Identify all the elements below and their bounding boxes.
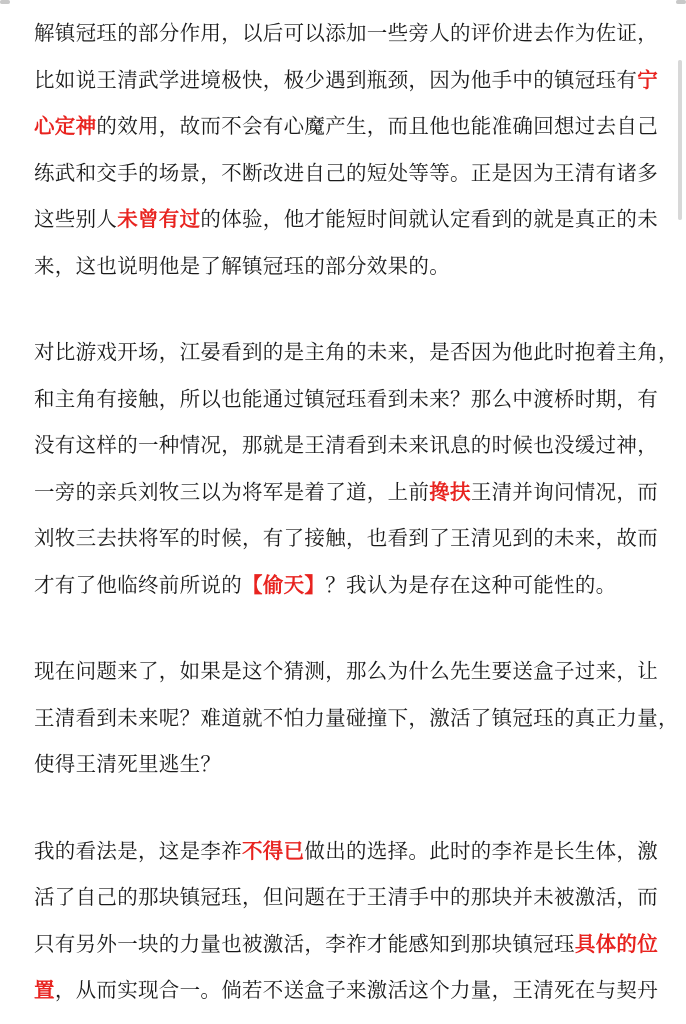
- text-segment: 没有这样的一种情况，那就是王清看到未来讯息的时候也没缓过神，: [34, 433, 658, 457]
- text-line: [34, 243, 648, 290]
- highlighted-phrase: 心定神: [34, 114, 97, 138]
- text-line: [34, 57, 659, 104]
- text-line: [34, 741, 648, 788]
- text-segment: 我的看法是，这是李祚: [34, 838, 242, 863]
- highlighted-phrase: 具体的位: [574, 931, 659, 956]
- text-line: [34, 515, 658, 562]
- text-line: [34, 376, 658, 423]
- text-segment: 刘牧三去扶将军的时候，有了接触，也看到了王清见到的未来，故而: [34, 526, 658, 550]
- text-segment: 才有了他临终前所说的: [34, 572, 242, 597]
- top-right-edge-mark: [676, 0, 686, 4]
- paragraph: [34, 329, 679, 608]
- text-segment: 这些别人: [34, 207, 118, 231]
- text-line: [34, 150, 658, 197]
- text-segment: 的体验，他才能短时间就认定看到的就是真正的未: [200, 207, 659, 231]
- highlighted-phrase: 搀扶: [429, 479, 471, 504]
- text-segment: 使得王清死里逃生？: [34, 752, 222, 776]
- text-segment: 和主角有接触，所以也能通过镇冠珏看到未来？那么中渡桥时期，有: [34, 386, 658, 411]
- text-segment: 王清看到未来呢？难道就不怕力量碰撞下，激活了镇冠珏的真正力量，: [34, 705, 679, 730]
- text-segment: 现在问题来了，如果是这个猜测，那么为什么先生要送盒子过来，让: [34, 659, 658, 683]
- text-line: [34, 10, 658, 57]
- scrollbar-thumb[interactable]: [678, 60, 682, 220]
- highlighted-phrase: 】: [304, 572, 326, 597]
- text-line: [34, 329, 679, 376]
- highlighted-phrase: 宁: [637, 67, 659, 92]
- text-segment: 一旁的亲兵刘牧三以为将军是着了道，上前: [34, 479, 430, 504]
- text-segment: ，从而实现合一。倘若不送盒子来激活这个力量，王清死在与契丹: [54, 978, 659, 1002]
- text-line: [34, 828, 659, 875]
- highlighted-phrase: 置: [34, 978, 55, 1002]
- text-line: [34, 469, 659, 516]
- text-segment: 的效用，故而不会有心魔产生，而且他也能准确回想过去自己: [96, 114, 659, 138]
- text-segment: 做出的选择。此时的李祚是长生体，激: [304, 838, 659, 863]
- text-line: [34, 695, 679, 742]
- highlighted-phrase: 不得已: [242, 838, 305, 863]
- text-line: [34, 103, 659, 150]
- text-segment: 解镇冠珏的部分作用，以后可以添加一些旁人的评价进去作为佐证，: [34, 21, 658, 45]
- highlighted-phrase: 未曾有过: [117, 207, 201, 231]
- paragraph: [34, 828, 659, 1014]
- text-line: [34, 422, 658, 469]
- text-line: [34, 196, 659, 243]
- text-segment: 练武和交手的场景，不断改进自己的短处等等。正是因为王清有诸多: [34, 160, 658, 185]
- paragraph: [34, 10, 659, 289]
- text-segment: 只有另外一块的力量也被激活，李祚才能感知到那块镇冠珏: [34, 931, 575, 956]
- text-line: [34, 874, 658, 921]
- highlighted-phrase: 偷天: [262, 572, 305, 597]
- text-segment: 比如说王清武学进境极快，极少遇到瓶颈，因为他手中的镇冠珏有: [34, 67, 638, 92]
- paragraph: [34, 648, 679, 788]
- text-segment: 来，这也说明他是了解镇冠珏的部分效果的。: [34, 253, 450, 278]
- text-segment: 活了自己的那块镇冠珏，但问题在于王清手中的那块并未被激活，而: [34, 885, 658, 909]
- highlighted-phrase: 【: [242, 572, 263, 597]
- text-segment: 对比游戏开场，江晏看到的是主角的未来，是否因为他此时抱着主角，: [34, 340, 679, 364]
- top-left-edge-mark: [0, 0, 10, 4]
- text-segment: 王清并询问情况，而: [470, 479, 659, 504]
- text-line: [34, 648, 658, 695]
- text-segment: ？我认为是存在这种可能性的。: [325, 572, 617, 597]
- article-body: [34, 10, 679, 1024]
- text-line: [34, 921, 659, 968]
- text-line: [34, 562, 648, 609]
- text-line: [34, 967, 659, 1014]
